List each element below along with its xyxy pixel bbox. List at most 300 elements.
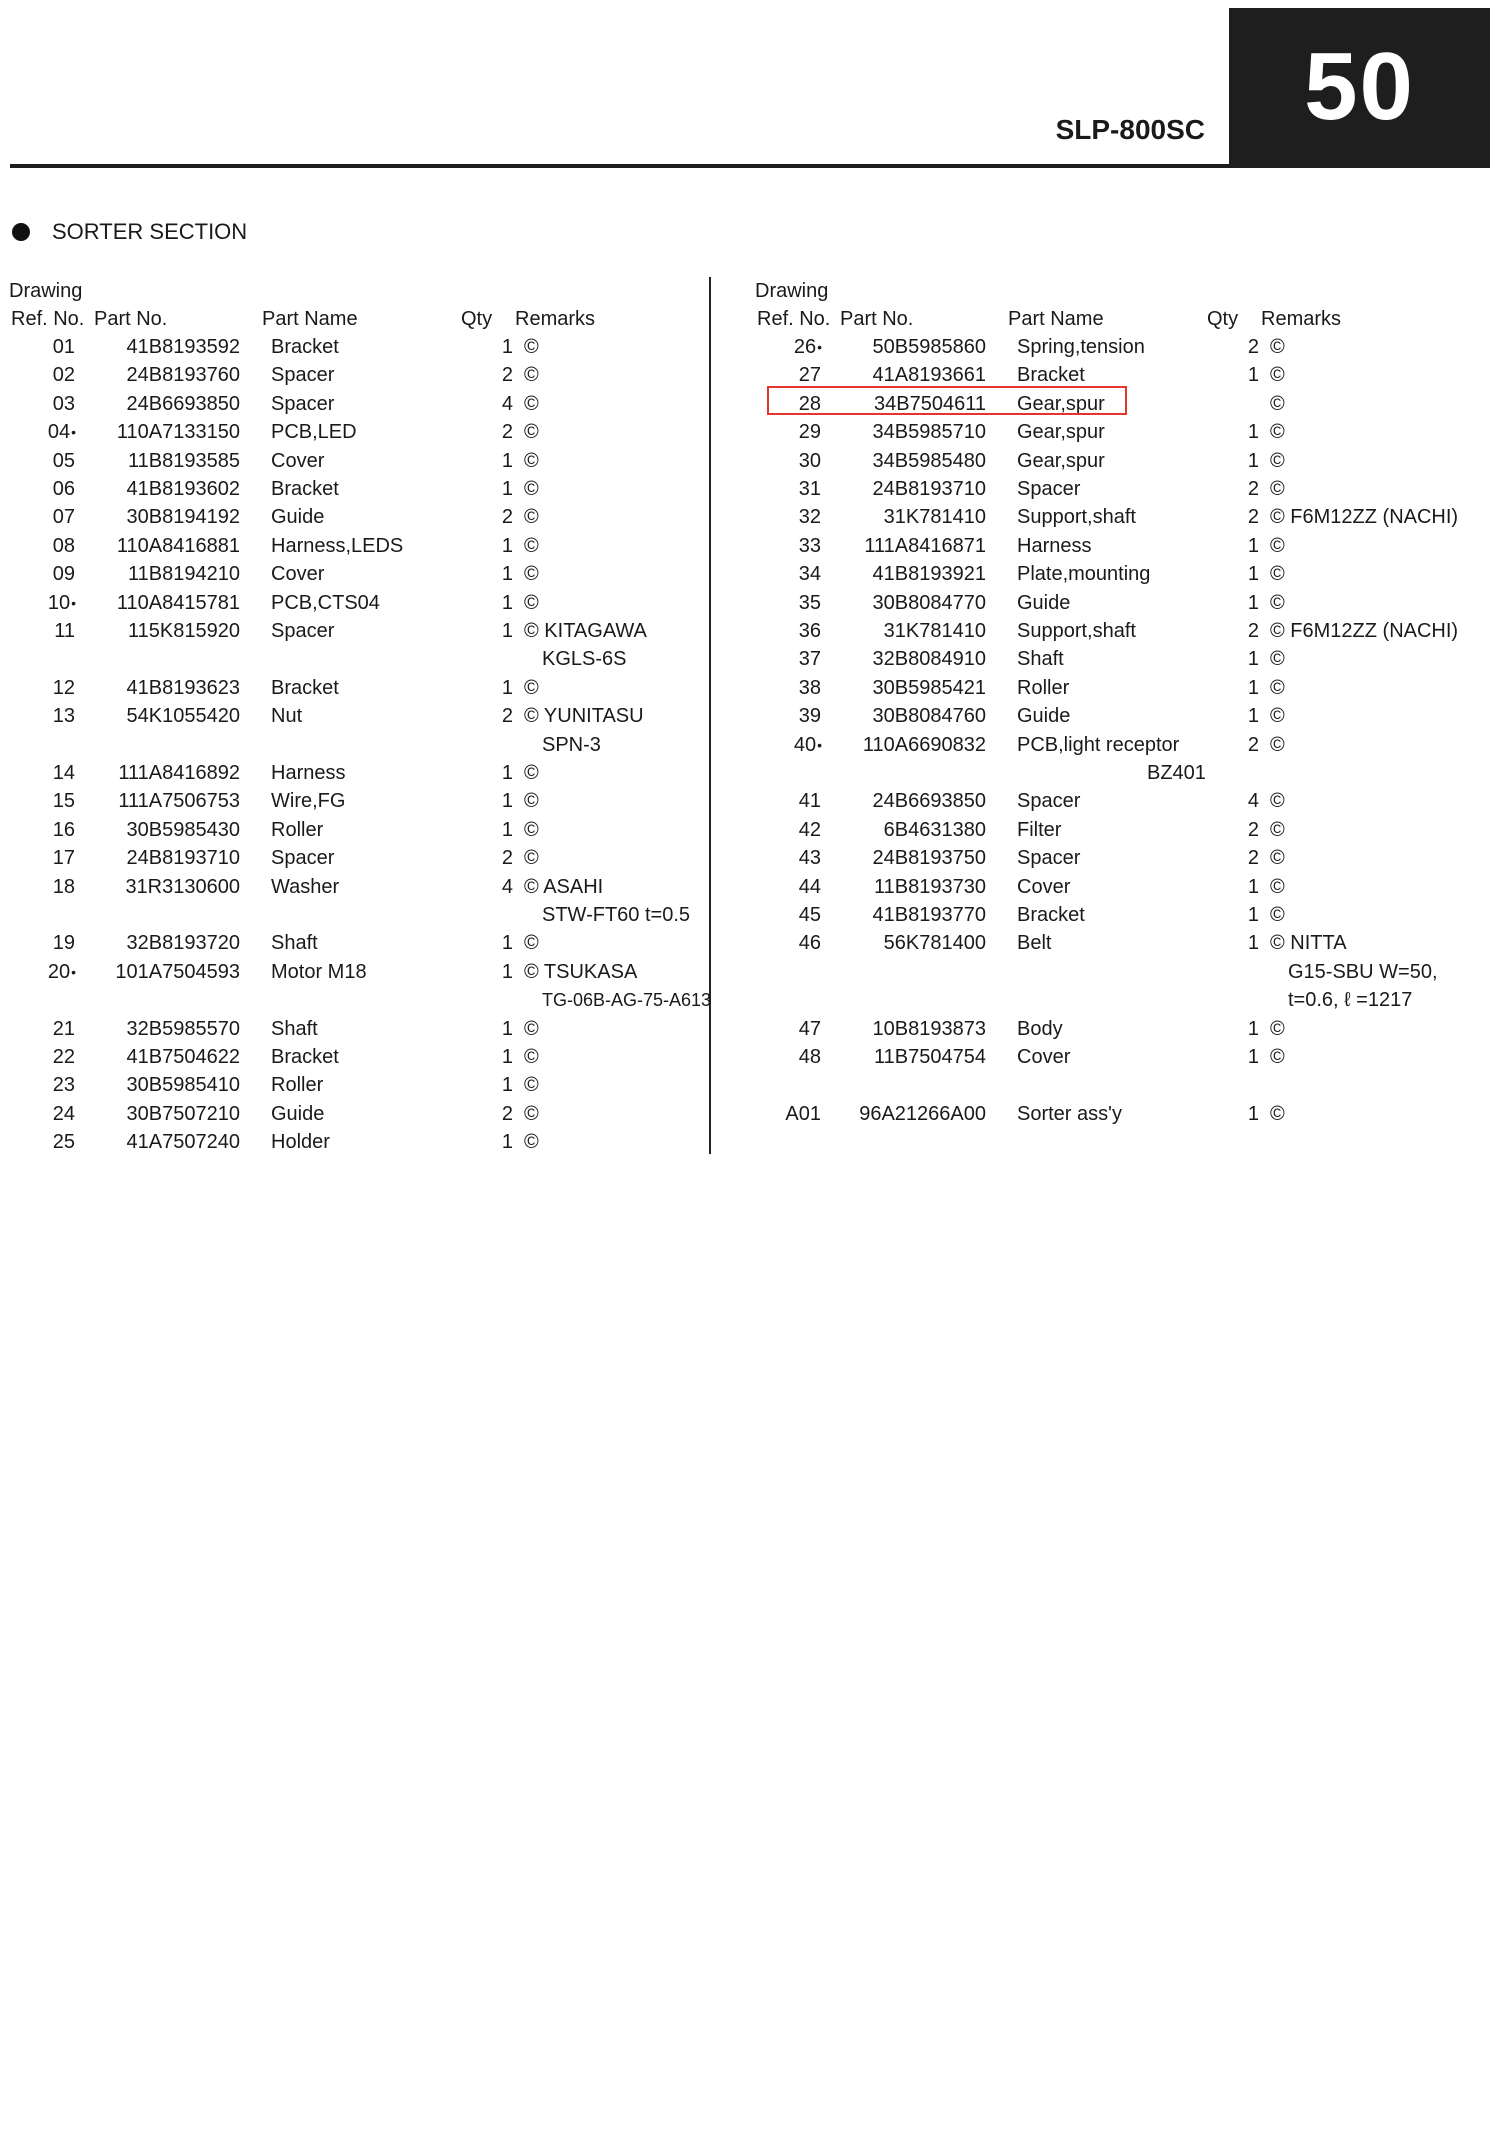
ref-number <box>766 447 822 475</box>
ref-text: 26 <box>793 336 817 358</box>
table-row <box>20 1128 720 1156</box>
ref-number <box>766 645 822 673</box>
table-row <box>20 589 720 617</box>
part-number: 41B8193602 <box>126 478 240 500</box>
table-row <box>20 873 720 901</box>
remarks: © <box>524 421 539 444</box>
table-row <box>20 617 720 645</box>
ref-text: 47 <box>798 1017 821 1040</box>
quantity: 4 <box>501 392 513 415</box>
part-number: 34B7504611 <box>874 392 986 415</box>
part-number: 11B8193730 <box>874 875 986 898</box>
ref-text: 41 <box>798 790 821 813</box>
ref-text: 19 <box>52 932 75 955</box>
part-number: 32B5985570 <box>126 1017 240 1040</box>
part-name: Body <box>1017 1017 1063 1040</box>
left-header-drawing: Drawing <box>9 280 83 302</box>
part-number: 32B8193720 <box>126 932 240 955</box>
remarks: © <box>1270 534 1285 557</box>
ref-number <box>766 532 822 560</box>
ref-number <box>20 759 76 787</box>
ref-text: 12 <box>52 676 75 699</box>
part-name: Guide <box>1017 705 1071 728</box>
part-name: Cover <box>1017 875 1071 898</box>
quantity: 1 <box>1247 705 1259 728</box>
part-number: 24B6693850 <box>126 392 240 415</box>
remarks: © <box>1270 847 1285 870</box>
part-number: 101A7504593 <box>115 960 240 983</box>
part-name: Harness <box>1017 534 1092 557</box>
part-number: 31K781410 <box>883 620 986 642</box>
quantity: 2 <box>1247 818 1259 841</box>
remarks: © <box>1270 1046 1285 1068</box>
ref-number <box>20 958 76 986</box>
right-header-ref: Ref. No. <box>757 308 831 330</box>
remarks: © <box>1270 1017 1285 1040</box>
table-row <box>20 475 720 503</box>
part-name: Holder <box>271 1131 330 1154</box>
part-number: 56K781400 <box>883 932 986 955</box>
new-part-dot: • <box>817 736 822 753</box>
remarks: © <box>1270 421 1285 444</box>
part-number: 10B8193873 <box>872 1017 986 1040</box>
quantity: 1 <box>1247 904 1259 926</box>
ref-number <box>766 731 822 759</box>
ref-text: 43 <box>798 847 821 870</box>
part-name: Shaft <box>271 1017 318 1040</box>
quantity: 2 <box>1247 506 1259 529</box>
part-name: Roller <box>1017 676 1070 699</box>
ref-number <box>766 1100 822 1128</box>
part-number: 30B8194192 <box>126 506 240 529</box>
table-row <box>766 589 1466 617</box>
ref-number <box>766 475 822 503</box>
table-row <box>20 333 720 361</box>
part-name: Cover <box>271 563 325 586</box>
part-name: Sorter ass'y <box>1017 1102 1122 1125</box>
ref-text: 30 <box>798 449 821 472</box>
part-name: PCB,LED <box>271 421 357 444</box>
ref-number <box>20 816 76 844</box>
part-name: Roller <box>271 818 324 841</box>
table-row <box>766 333 1466 361</box>
part-number: 111A7506753 <box>118 790 240 813</box>
ref-text: 48 <box>798 1046 821 1068</box>
quantity: 4 <box>501 875 513 898</box>
part-name: PCB,light receptor <box>1017 733 1180 756</box>
table-row <box>766 645 1466 673</box>
part-number: 110A8415781 <box>116 591 240 614</box>
table-row <box>20 787 720 815</box>
part-number: 30B8084770 <box>872 591 986 614</box>
remarks: © <box>524 1046 539 1068</box>
quantity: 2 <box>501 1102 513 1125</box>
remarks: © <box>524 1074 539 1097</box>
table-row <box>766 901 1466 929</box>
ref-number <box>20 447 76 475</box>
table-row <box>766 844 1466 872</box>
ref-number <box>20 929 76 957</box>
quantity: 1 <box>1247 421 1259 444</box>
table-row <box>766 475 1466 503</box>
ref-number <box>766 333 822 361</box>
part-number: 115K815920 <box>128 620 240 642</box>
table-row <box>20 702 720 730</box>
ref-text: 17 <box>52 847 75 870</box>
remarks: © <box>524 762 539 784</box>
quantity: 1 <box>501 932 513 955</box>
remarks: © <box>1270 392 1285 415</box>
table-row <box>20 958 720 986</box>
part-name: Filter <box>1017 818 1062 841</box>
ref-text: 07 <box>52 506 75 529</box>
ref-text: 38 <box>798 676 821 699</box>
remarks: © <box>524 1017 539 1040</box>
quantity: 2 <box>501 705 513 728</box>
remarks: © <box>524 847 539 870</box>
part-name: Shaft <box>271 932 318 955</box>
table-row <box>766 702 1466 730</box>
part-number: 30B8084760 <box>872 705 986 728</box>
remarks: © <box>1270 676 1285 699</box>
part-name: Bracket <box>271 676 339 699</box>
part-number: 41B8193770 <box>872 904 986 926</box>
part-name: Support,shaft <box>1017 506 1136 529</box>
table-row <box>766 1015 1466 1043</box>
ref-number <box>20 503 76 531</box>
remarks: © <box>524 1131 539 1154</box>
quantity: 1 <box>1247 1102 1259 1125</box>
part-number: 34B5985480 <box>872 449 986 472</box>
left-header-remarks: Remarks <box>515 308 596 330</box>
table-row <box>766 617 1466 645</box>
ref-text: 31 <box>798 478 821 500</box>
ref-number <box>20 390 76 418</box>
table-row <box>766 674 1466 702</box>
quantity: 1 <box>1247 1046 1259 1068</box>
part-name: Spacer <box>271 847 335 870</box>
quantity: 1 <box>501 563 513 586</box>
remarks: © F6M12ZZ (NACHI) <box>1270 506 1459 529</box>
table-row <box>20 390 720 418</box>
table-row <box>20 844 720 872</box>
remarks-continuation: t=0.6, ℓ =1217 <box>1288 989 1413 1012</box>
ref-text: 33 <box>798 534 821 557</box>
left-header-ref: Ref. No. <box>11 308 85 330</box>
quantity: 2 <box>501 421 513 444</box>
ref-number <box>766 503 822 531</box>
ref-text: 23 <box>52 1074 75 1097</box>
table-row <box>20 1071 720 1099</box>
table-row <box>766 532 1466 560</box>
remarks: © KITAGAWA <box>524 620 647 642</box>
part-name: Guide <box>271 1102 325 1125</box>
bullet-icon <box>12 223 30 241</box>
part-number: 41B7504622 <box>126 1046 240 1068</box>
quantity: 2 <box>501 364 513 387</box>
quantity: 2 <box>1247 336 1259 358</box>
table-row <box>766 418 1466 446</box>
part-name: Spacer <box>271 364 335 387</box>
ref-text: 15 <box>52 790 75 813</box>
part-name: Plate,mounting <box>1017 563 1151 586</box>
ref-number <box>20 1100 76 1128</box>
remarks: © NITTA <box>1270 932 1347 955</box>
ref-number <box>766 418 822 446</box>
highlight-box <box>767 386 1127 415</box>
ref-number <box>766 1015 822 1043</box>
part-name: Spacer <box>271 392 335 415</box>
table-row <box>20 560 720 588</box>
table-row <box>20 816 720 844</box>
remarks: © <box>524 932 539 955</box>
table-row <box>20 1043 720 1071</box>
ref-number <box>20 702 76 730</box>
ref-number <box>766 929 822 957</box>
part-number: 6B4631380 <box>883 818 986 841</box>
part-name: Bracket <box>271 336 339 358</box>
right-header-drawing: Drawing <box>755 280 829 302</box>
part-name: Guide <box>271 506 325 529</box>
ref-number <box>20 1071 76 1099</box>
part-number: 110A6690832 <box>862 733 986 756</box>
ref-text: 14 <box>52 762 75 784</box>
ref-number <box>20 674 76 702</box>
remarks: © <box>524 364 539 387</box>
quantity: 1 <box>501 676 513 699</box>
quantity: 1 <box>501 336 513 358</box>
part-number: 24B8193750 <box>872 847 986 870</box>
remarks: © <box>1270 1102 1285 1125</box>
remarks: © <box>524 591 539 614</box>
ref-number <box>20 617 76 645</box>
quantity: 1 <box>501 478 513 500</box>
ref-text: 24 <box>52 1102 75 1125</box>
table-row <box>20 1015 720 1043</box>
quantity: 1 <box>501 620 513 642</box>
remarks: © <box>1270 818 1285 841</box>
quantity: 2 <box>1247 733 1259 756</box>
table-row <box>766 1043 1466 1071</box>
part-name: Belt <box>1017 932 1052 955</box>
new-part-dot: • <box>71 594 76 611</box>
remarks-continuation: TG-06B-AG-75-A613 <box>542 990 712 1011</box>
ref-number <box>766 589 822 617</box>
part-number: 32B8084910 <box>872 648 986 671</box>
part-name: Harness,LEDS <box>271 534 404 557</box>
part-name: Bracket <box>1017 364 1085 387</box>
ref-text: 18 <box>52 875 75 898</box>
part-number: 41B8193921 <box>872 563 986 586</box>
model-name: SLP-800SC <box>1055 114 1205 145</box>
remarks: © <box>524 478 539 500</box>
ref-text: 10 <box>47 591 71 614</box>
quantity: 1 <box>1247 563 1259 586</box>
section-title: SORTER SECTION <box>52 219 248 244</box>
part-number: 50B5985860 <box>872 336 986 358</box>
section-heading <box>12 218 247 246</box>
part-name: Nut <box>271 705 303 728</box>
ref-text: 25 <box>52 1131 75 1154</box>
quantity: 2 <box>1247 478 1259 500</box>
part-name: Shaft <box>1017 648 1064 671</box>
remarks: © <box>524 1102 539 1125</box>
remarks: © <box>1270 478 1285 500</box>
table-row <box>766 731 1466 759</box>
table-row <box>766 503 1466 531</box>
part-name: PCB,CTS04 <box>271 591 380 614</box>
ref-text: 46 <box>798 932 821 955</box>
ref-text: 45 <box>798 904 821 926</box>
quantity: 2 <box>501 506 513 529</box>
quantity: 1 <box>501 790 513 813</box>
right-header-remarks: Remarks <box>1261 308 1342 330</box>
part-name: Guide <box>1017 591 1071 614</box>
left-header-qty: Qty <box>461 308 493 330</box>
table-row <box>20 503 720 531</box>
remarks: © <box>524 790 539 813</box>
part-number: 24B8193760 <box>126 364 240 387</box>
remarks: © TSUKASA <box>524 960 638 983</box>
quantity: 1 <box>501 1131 513 1154</box>
quantity: 1 <box>1247 449 1259 472</box>
table-row <box>20 447 720 475</box>
ref-text: 02 <box>52 364 75 387</box>
table-row <box>766 929 1466 957</box>
remarks-continuation: KGLS-6S <box>542 648 627 671</box>
part-number: 11B8194210 <box>128 563 240 586</box>
part-name: Washer <box>271 875 340 898</box>
left-header-part-no: Part No. <box>94 308 168 330</box>
quantity: 1 <box>1247 648 1259 671</box>
header-rule <box>10 164 1490 168</box>
table-row <box>20 674 720 702</box>
part-number: 111A8416892 <box>118 762 240 784</box>
part-name: Bracket <box>271 478 339 500</box>
ref-text: 22 <box>52 1046 75 1068</box>
remarks: © <box>1270 790 1285 813</box>
remarks-continuation: STW-FT60 t=0.5 <box>542 904 691 926</box>
right-header-qty: Qty <box>1207 308 1239 330</box>
ref-number <box>20 787 76 815</box>
part-name: Cover <box>271 449 325 472</box>
part-name: Gear,spur <box>1017 392 1105 415</box>
ref-text: 32 <box>798 506 821 529</box>
quantity: 1 <box>1247 1017 1259 1040</box>
quantity: 1 <box>501 534 513 557</box>
ref-text: 13 <box>52 705 75 728</box>
remarks: © <box>524 818 539 841</box>
ref-text: 09 <box>52 563 75 586</box>
ref-text: 28 <box>798 392 821 415</box>
part-number: 30B5985430 <box>126 818 240 841</box>
page-number-badge: 50 <box>1229 8 1490 165</box>
part-name: Support,shaft <box>1017 620 1136 642</box>
ref-text: 44 <box>798 875 821 898</box>
part-name: Cover <box>1017 1046 1071 1068</box>
remarks-continuation: SPN-3 <box>542 733 601 756</box>
table-row <box>20 532 720 560</box>
new-part-dot: • <box>71 963 76 980</box>
remarks: © YUNITASU <box>524 705 644 728</box>
part-name: Bracket <box>271 1046 339 1068</box>
part-number: 41A8193661 <box>872 364 986 387</box>
part-number: 31R3130600 <box>125 875 240 898</box>
ref-text: 42 <box>798 818 821 841</box>
ref-text: 11 <box>54 620 75 642</box>
part-name: Wire,FG <box>271 790 346 813</box>
ref-number <box>20 532 76 560</box>
right-header-part-no: Part No. <box>840 308 914 330</box>
remarks: © <box>1270 449 1285 472</box>
part-name: Gear,spur <box>1017 449 1105 472</box>
left-header-part-name: Part Name <box>262 308 358 330</box>
remarks: © ASAHI <box>524 875 604 898</box>
remarks: © <box>1270 591 1285 614</box>
ref-number <box>20 1015 76 1043</box>
ref-text: 40 <box>793 733 817 756</box>
part-name: Bracket <box>1017 904 1085 926</box>
remarks: © <box>1270 904 1285 926</box>
ref-text: 08 <box>52 534 75 557</box>
ref-number <box>20 589 76 617</box>
part-number: 41A7507240 <box>126 1131 240 1154</box>
remarks-continuation: BZ401 <box>1147 762 1206 784</box>
part-number: 24B6693850 <box>872 790 986 813</box>
table-row <box>766 447 1466 475</box>
ref-text: 16 <box>52 818 75 841</box>
remarks: © <box>524 392 539 415</box>
quantity: 2 <box>501 847 513 870</box>
ref-number <box>766 844 822 872</box>
ref-text: 37 <box>798 648 821 671</box>
quantity: 1 <box>501 960 513 983</box>
part-number: 11B7504754 <box>874 1046 986 1068</box>
ref-number <box>766 1043 822 1071</box>
remarks: © <box>1270 364 1285 387</box>
part-number: 110A7133150 <box>116 421 240 444</box>
ref-number <box>766 702 822 730</box>
ref-text: 03 <box>52 392 75 415</box>
part-name: Spacer <box>1017 847 1081 870</box>
ref-text: 06 <box>52 478 75 500</box>
ref-text: 01 <box>52 336 75 358</box>
remarks: © <box>524 563 539 586</box>
ref-text: 20 <box>47 960 71 983</box>
ref-number <box>20 560 76 588</box>
part-name: Spacer <box>1017 790 1081 813</box>
part-number: 96A21266A00 <box>859 1102 986 1125</box>
ref-text: 35 <box>798 591 821 614</box>
ref-text: 27 <box>798 364 821 387</box>
table-row <box>766 787 1466 815</box>
ref-text: 34 <box>798 563 821 586</box>
part-name: Gear,spur <box>1017 421 1105 444</box>
part-number: 34B5985710 <box>872 421 986 444</box>
table-row <box>766 873 1466 901</box>
ref-number <box>20 1128 76 1156</box>
ref-text: 04 <box>47 421 71 444</box>
quantity: 1 <box>1247 932 1259 955</box>
ref-number <box>766 901 822 929</box>
table-row <box>20 418 720 446</box>
table-row <box>766 816 1466 844</box>
ref-number <box>766 560 822 588</box>
quantity: 1 <box>501 762 513 784</box>
part-name: Roller <box>271 1074 324 1097</box>
part-number: 41B8193623 <box>126 676 240 699</box>
remarks: © <box>524 449 539 472</box>
